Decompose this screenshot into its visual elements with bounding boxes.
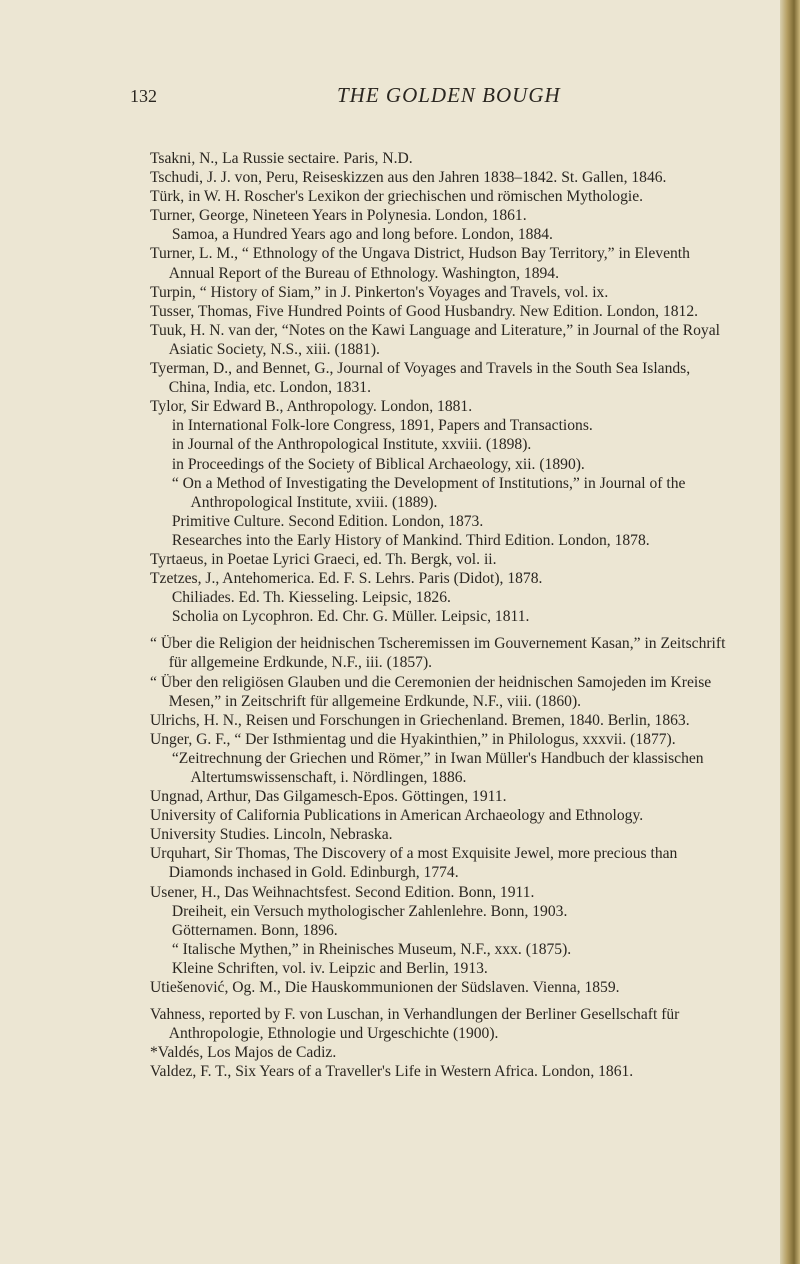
bibliography-entry: Turner, L. M., “ Ethnology of the Ungava District, Hudson Bay Territory,” in Eleventh Annual Report of the Bureau of Ethnology. Washington, 1894. — [150, 245, 690, 282]
page-edge — [780, 0, 800, 1264]
bibliography-entry: University Studies. Lincoln, Nebraska. — [150, 826, 393, 844]
bibliography-entry: Tsakni, N., La Russie sectaire. Paris, N.D. — [150, 150, 413, 167]
bibliography-entry: Ungnad, Arthur, Das Gilgamesch-Epos. Göttingen, 1911. — [150, 788, 507, 806]
bibliography-entry: Tuuk, H. N. van der, “Notes on the Kawi Language and Literature,” in Journal of the Royal Asiatic Society, N.S., xiii. (1881). — [150, 321, 720, 358]
bibliography-subentry: Samoa, a Hundred Years ago and long before. London, 1884. — [171, 226, 553, 244]
bibliography-subentry: Chiliades. Ed. Th. Kiesseling. Leipsic, 1826. — [171, 589, 451, 607]
bibliography-subentry: Primitive Culture. Second Edition. London, 1873. — [171, 512, 484, 530]
running-title: THE GOLDEN BOUGH — [337, 83, 561, 107]
bibliography-subentry: in Proceedings of the Society of Biblical Archaeology, xii. (1890). — [171, 455, 585, 473]
bibliography-subentry: Kleine Schriften, vol. iv. Leipzic and Berlin, 1913. — [171, 959, 488, 977]
bibliography-entry: Tschudi, J. J. von, Peru, Reiseskizzen aus den Jahren 1838–1842. St. Gallen, 1846. — [150, 169, 667, 187]
bibliography-subentry: “ Italische Mythen,” in Rheinisches Museum, N.F., xxx. (1875). — [171, 940, 572, 958]
bibliography-entry: Tylor, Sir Edward B., Anthropology. London, 1881. — [150, 398, 473, 416]
bibliography-subentry: “Zeitrechnung der Griechen und Römer,” in Iwan Müller's Handbuch der klassischen Altertumswissenschaft, i. Nördlingen, 1886. — [171, 749, 704, 786]
bibliography-subentry: Götternamen. Bonn, 1896. — [171, 921, 338, 939]
bibliography-entry: Ulrichs, H. N., Reisen und Forschungen in Griechenland. Bremen, 1840. Berlin, 1863. — [150, 711, 690, 729]
bibliography-entry: *Valdés, Los Majos de Cadiz. — [150, 1044, 337, 1062]
section-gap — [150, 997, 735, 1005]
section-gap — [150, 626, 735, 634]
bibliography-entry: Tzetzes, J., Antehomerica. Ed. F. S. Lehrs. Paris (Didot), 1878. — [150, 570, 543, 588]
bibliography-subentry: Researches into the Early History of Mankind. Third Edition. London, 1878. — [171, 531, 650, 549]
bibliography-subentry: Dreiheit, ein Versuch mythologischer Zahlenlehre. Bonn, 1903. — [171, 902, 568, 920]
bibliography-entry: Turner, George, Nineteen Years in Polynesia. London, 1861. — [150, 207, 527, 225]
bibliography-entry: Tyerman, D., and Bennet, G., Journal of Voyages and Travels in the South Sea Islands, China, India, etc. London, 1831. — [150, 360, 691, 397]
page-number: 132 — [130, 86, 157, 106]
bibliography-list — [150, 149, 735, 1082]
bibliography-entry: Unger, G. F., “ Der Isthmientag und die Hyakinthien,” in Philologus, xxxvii. (1877). — [150, 730, 676, 748]
bibliography-entry: “ Über den religiösen Glauben und die Ceremonien der heidnischen Samojeden im Kreise Mesen,” in Zeitschrift für allgemeine Erdkunde, N.F., viii. (1860). — [150, 673, 712, 710]
bibliography-entry: “ Über die Religion der heidnischen Tscheremissen im Gouvernement Kasan,” in Zeitschrift für allgemeine Erdkunde, N.F., iii. (1857). — [150, 635, 726, 672]
bibliography-entry: Tyrtaeus, in Poetae Lyrici Graeci, ed. Th. Bergk, vol. ii. — [150, 550, 497, 568]
bibliography-entry: Usener, H., Das Weihnachtsfest. Second Edition. Bonn, 1911. — [150, 883, 535, 901]
bibliography-entry: Urquhart, Sir Thomas, The Discovery of a most Exquisite Jewel, more precious than Diamonds inchased in Gold. Edinburgh, 1774. — [150, 845, 678, 882]
page-header — [0, 83, 780, 116]
bibliography-subentry: in International Folk-lore Congress, 1891, Papers and Transactions. — [171, 417, 593, 435]
bibliography-entry: Türk, in W. H. Roscher's Lexikon der griechischen und römischen Mythologie. — [150, 188, 644, 206]
bibliography-subentry: in Journal of the Anthropological Institute, xxviii. (1898). — [171, 436, 532, 454]
bibliography-entry: Tusser, Thomas, Five Hundred Points of Good Husbandry. New Edition. London, 1812. — [150, 302, 699, 320]
bibliography-subentry: Scholia on Lycophron. Ed. Chr. G. Müller. Leipsic, 1811. — [171, 608, 530, 626]
bibliography-entry: Vahness, reported by F. von Luschan, in Verhandlungen der Berliner Gesellschaft für Anthropologie, Ethnologie und Urgeschichte (1900). — [150, 1006, 680, 1043]
bibliography-entry: Turpin, “ History of Siam,” in J. Pinkerton's Voyages and Travels, vol. ix. — [150, 283, 609, 301]
bibliography-entry: Valdez, F. T., Six Years of a Traveller's Life in Western Africa. London, 1861. — [150, 1063, 634, 1081]
bibliography-entry: University of California Publications in American Archaeology and Ethnology. — [150, 807, 644, 825]
bibliography-entry: Utiešenović, Og. M., Die Hauskommunionen der Südslaven. Vienna, 1859. — [150, 979, 620, 997]
bibliography-subentry: “ On a Method of Investigating the Development of Institutions,” in Journal of the Anthropological Institute, xviii. (1889). — [171, 474, 686, 511]
